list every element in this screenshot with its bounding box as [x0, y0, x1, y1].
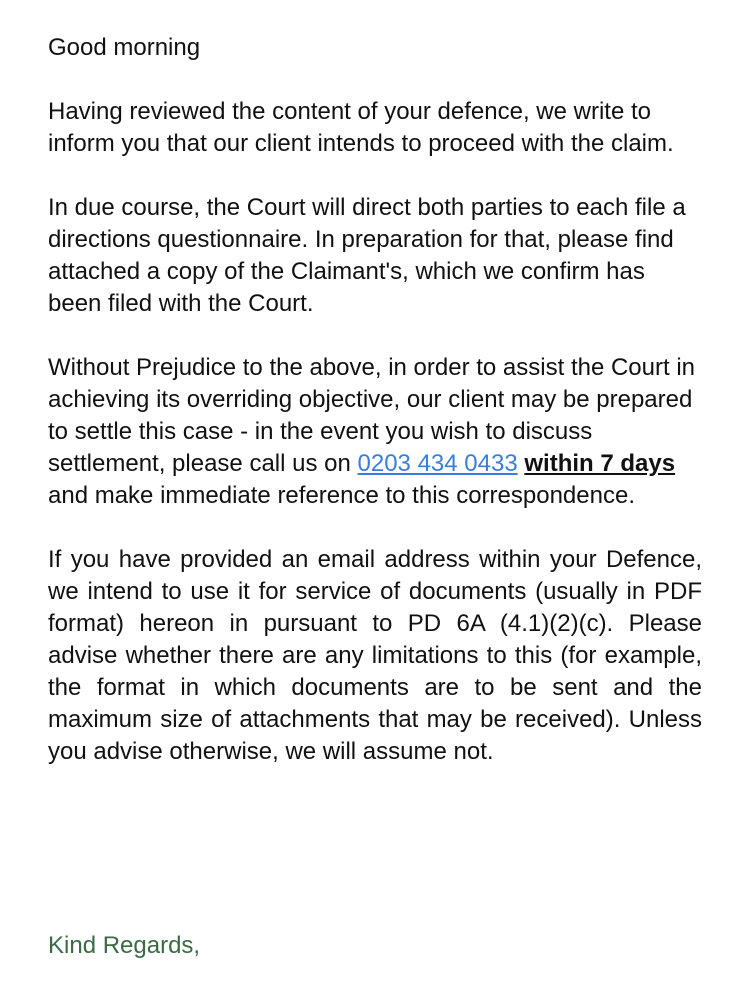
letter-body: [48, 32, 702, 800]
greeting: Good morning: [48, 34, 201, 61]
signoff: Kind Regards,: [48, 932, 201, 959]
paragraph-proceed-with-claim: Having reviewed the content of your defence, we write to inform you that our client intends to proceed with the claim.: [48, 98, 674, 157]
deadline-emphasis: within 7 days: [524, 450, 676, 477]
settlement-text-after: and make immediate reference to this correspondence.: [48, 482, 635, 509]
phone-number-link[interactable]: 0203 434 0433: [357, 450, 518, 477]
paragraph-settlement: [48, 352, 702, 512]
paragraph-directions-questionnaire: In due course, the Court will direct both parties to each file a directions questionnaire. In preparation for that, please find attached a copy of the Claimant's, which we confirm has been filed with the Court.: [48, 194, 686, 317]
paragraph-email-service: If you have provided an email address within your Defence, we intend to use it for service of documents (usually in PDF format) hereon in pursuant to PD 6A (4.1)(2)(c). Please advise whether there are any limitations to this (for example, the format in which documents are to be sent and the maximum size of attachments that may be received). Unless you advise otherwise, we will assume not.: [48, 546, 702, 765]
settlement-text: Without Prejudice to the above, in order to assist the Court in achieving its overriding objective, our client may be prepared to settle this case - in the event you wish to discuss settlement, please call us on: [48, 354, 696, 477]
